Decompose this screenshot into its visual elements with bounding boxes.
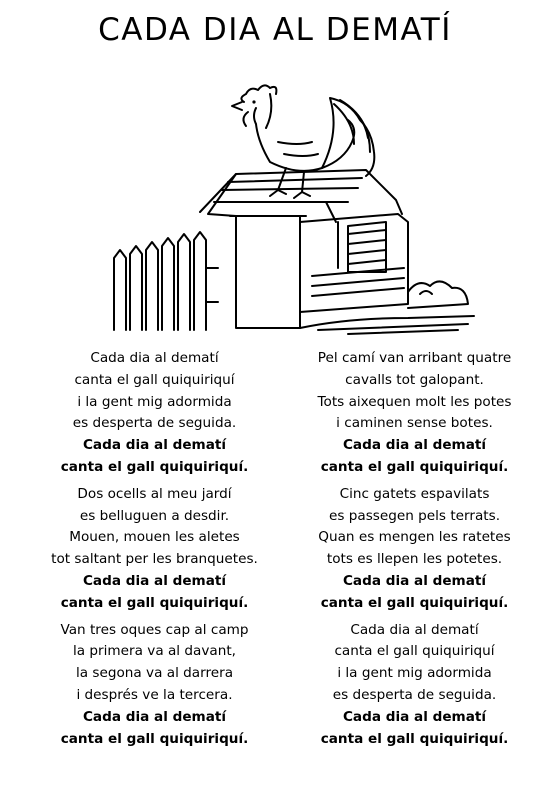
verse-line: Quan es mengen les ratetes: [318, 529, 511, 546]
stanza: [22, 484, 287, 615]
verse-line: i després ve la tercera.: [76, 686, 233, 703]
verse-line: es desperta de seguida.: [332, 686, 497, 703]
chimney: [230, 216, 306, 328]
stanza: [282, 484, 547, 615]
page-title: CADA DIA AL DEMATÍ: [98, 12, 452, 48]
chorus-line: Cada dia al dematí: [82, 572, 227, 589]
verse-line: i la gent mig adormida: [77, 393, 232, 410]
stanza: [22, 348, 287, 479]
verse-line: tots es llepen les potetes.: [326, 551, 503, 568]
verse-line: Mouen, mouen les aletes: [69, 529, 240, 546]
chorus-line: canta el gall quiquiriquí.: [60, 458, 249, 475]
verse-line: es desperta de seguida.: [72, 415, 237, 432]
ground: [300, 316, 474, 334]
verse-line: Dos ocells al meu jardí: [77, 485, 232, 502]
chorus-line: canta el gall quiquiriquí.: [60, 730, 249, 747]
chorus-line: canta el gall quiquiriquí.: [320, 594, 509, 611]
chorus-line: Cada dia al dematí: [342, 572, 487, 589]
rooster-on-house-illustration: [108, 72, 478, 342]
chorus-line: Cada dia al dematí: [82, 708, 227, 725]
house-body: [300, 214, 408, 312]
fence: [114, 232, 218, 330]
verse-line: Cada dia al dematí: [350, 621, 479, 638]
stanza: [282, 348, 547, 479]
verse-line: Van tres oques cap al camp: [60, 621, 249, 638]
stanza: [22, 620, 287, 751]
poem-column-left: [22, 348, 287, 755]
verse-line: canta el gall quiquiriquí: [334, 643, 495, 660]
stanza: [282, 620, 547, 751]
verse-line: Cinc gatets espavilats: [339, 485, 490, 502]
chorus-line: canta el gall quiquiriquí.: [320, 730, 509, 747]
verse-line: la primera va al davant,: [73, 643, 236, 660]
chorus-line: canta el gall quiquiriquí.: [320, 458, 509, 475]
chorus-line: Cada dia al dematí: [342, 708, 487, 725]
verse-line: la segona va al darrera: [75, 665, 234, 682]
verse-line: canta el gall quiquiriquí: [74, 371, 235, 388]
poem-column-right: [282, 348, 547, 755]
chorus-line: Cada dia al dematí: [82, 437, 227, 454]
verse-line: Cada dia al dematí: [90, 350, 219, 366]
verse-line: cavalls tot galopant.: [345, 371, 484, 388]
chorus-line: Cada dia al dematí: [342, 437, 487, 454]
verse-line: Tots aixequen molt les potes: [317, 393, 512, 410]
verse-line: es belluguen a desdir.: [79, 507, 230, 524]
bushes: [408, 281, 468, 308]
roof: [200, 170, 402, 222]
chorus-line: canta el gall quiquiriquí.: [60, 594, 249, 611]
verse-line: Pel camí van arribant quatre: [317, 350, 512, 366]
verse-line: i caminen sense botes.: [336, 415, 493, 432]
verse-line: tot saltant per les branquetes.: [51, 551, 258, 568]
verse-line: i la gent mig adormida: [337, 665, 492, 682]
verse-line: es passegen pels terrats.: [328, 507, 501, 524]
